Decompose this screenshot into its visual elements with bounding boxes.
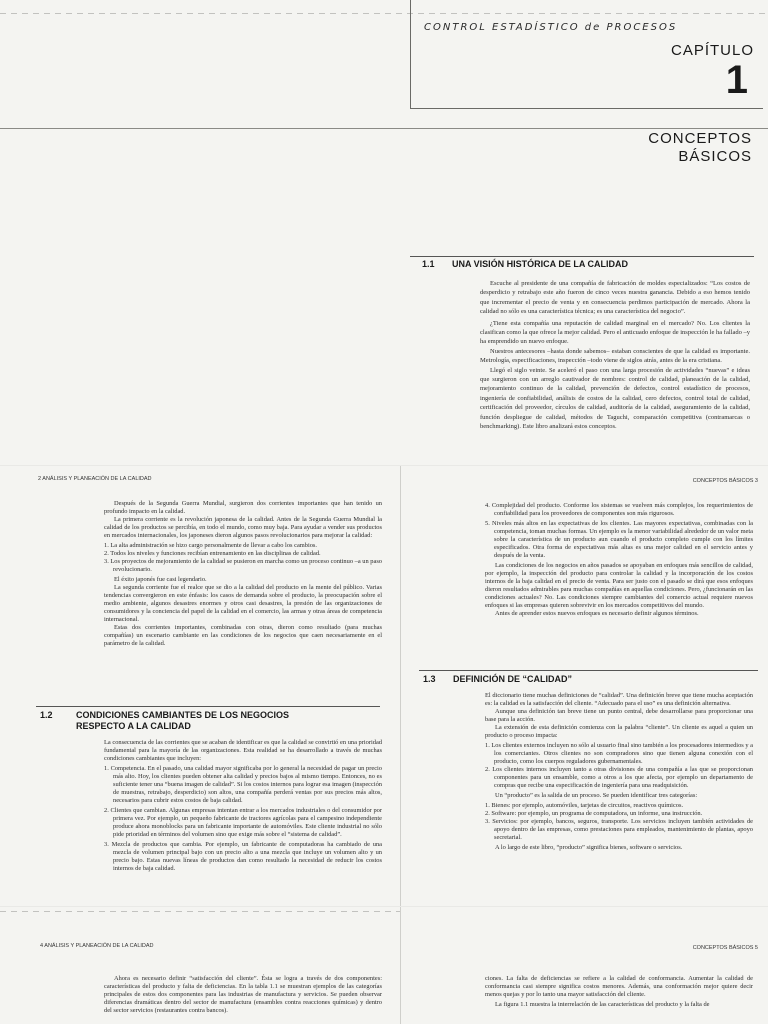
page-3 (401, 466, 768, 906)
list-item: 2. Todos los niveles y funciones recibían entrenamiento en las disciplinas de calidad. (104, 550, 321, 557)
paragraph: Antes de aprender estos nuevos enfoques es necesario definir algunos términos. (495, 610, 699, 617)
paragraph: La primera corriente es la revolución japonesa de la calidad. Antes de la Segunda Guerra Mundial la calidad de los productos se percibía, en todo el mundo, como muy baja. Para ayudar a vender sus productos en mercados internacionales, los japoneses dieron algunos pasos revolucionarios para mejorar la calidad: (104, 516, 382, 539)
section-heading-1-2 (40, 710, 289, 732)
chapter-title-line2: BÁSICOS (678, 148, 752, 165)
section-title-line1: CONDICIONES CAMBIANTES DE LOS NEGOCIOS (76, 710, 290, 720)
intro-body (104, 500, 382, 648)
page-2 (0, 466, 401, 906)
section-heading-1-1 (422, 259, 628, 269)
list-item: 2. Clientes que cambian. Algunas empresas intentan entrar a los mercados industriales o del consumidor por primera vez. Por ejemplo, un pequeño fabricante de tractores agrícolas para el campesino independiente produce ahora monoblocks para un fabricante importante de automóviles. Este cliente industrial no sólo pide prioridad en términos del volumen sino que exige más sobre el “sistema de calidad”. (104, 807, 382, 838)
list-item: 3. Los proyectos de mejoramiento de la calidad se pusieron en marcha como un proceso continuo –a un paso revolucionario. (104, 558, 382, 573)
list-item: 5. Niveles más altos en las expectativas de los clientes. Las mayores expectativas, combinadas con la competencia, toman muchas formas. Un ejemplo es la menor variabilidad alrededor de un valor meta sobre la característica de un producto aun cuando el producto completo cumple con los límites especificados. Otra forma de expectativas más altas es una mejor calidad en el servicio antes y después de la venta. (485, 520, 753, 559)
list-item: 2. Software: por ejemplo, un programa de computadora, un informe, una instrucción. (485, 810, 703, 817)
paragraph: ¿Tiene esta compañía una reputación de calidad marginal en el mercado? No. Los clientes la clasifican como la que ofrece la mejor calidad. Pero el anticuado enfoque de inspección le ha fallado –y ha emprendido un nuevo enfoque. (480, 319, 750, 346)
section-number: 1.2 (40, 710, 53, 720)
section-rule (36, 706, 380, 707)
paragraph: La figura 1.1 muestra la interrelación de las características del producto y la falta de (495, 1001, 710, 1008)
paragraph: La segunda corriente fue el realce que se dio a la calidad del producto en la mente del público. Varias tendencias convergieron en este énfasis: los casos de demanda sobre el producto, la preocupación sobre el medio ambiente, algunos desastres enormes y otros casi desastres, la presión de las organizaciones de consumidores y la conciencia del papel de la calidad en el comercio, las armas y otras áreas de competencia internacional. (104, 584, 382, 623)
section-body (104, 739, 382, 873)
section-body (480, 279, 750, 432)
section-rule (410, 256, 754, 257)
section-heading-1-3 (423, 674, 572, 684)
paragraph: Ahora es necesario definir “satisfacción del cliente”. Ésta se logra a través de dos componentes: características del producto y falta de deficiencias. En la tabla 1.1 se muestran ejemplos de las categorías principales de estos dos componentes para las industrias de manufactura y servicios. Se pueden observar diferencias dramáticas dentro del sector de manufactura (ensambles contra reacciones químicas) y dentro del sector servicios (restaurantes contra bancos). (104, 975, 382, 1014)
section-title: DEFINICIÓN DE “CALIDAD” (453, 674, 572, 684)
handwritten-note: CONTROL ESTADÍSTICO de PROCESOS (424, 22, 678, 33)
paragraph: La consecuencia de las corrientes que se acaban de identificar es que la calidad se convirtió en una prioridad fundamental para la mayoría de las organizaciones. Esta realidad se ha desarrollado a través de muchas condiciones cambiantes que incluyen: (104, 739, 382, 762)
scan-artifact (0, 911, 400, 912)
paragraph: El éxito japonés fue casi legendario. (114, 576, 207, 583)
list-item: 3. Servicios: por ejemplo, bancos, seguros, transporte. Los servicios incluyen también actividades de apoyo dentro de las empresas, como prestaciones para empleados, mantenimiento de plantas, apoyo secretarial. (485, 818, 753, 841)
paragraph: Escuche al presidente de una compañía de fabricación de moldes especializados: “Los costos de desperdicio y retrabajo este año fueron de cinco veces nuestra ganancia. Debido a eso hemos tenido que incrementar el precio de venta y en consecuencia perdimos participación de mercado. Ahora la calidad no sólo es una característica técnica; es una característica del negocio”. (480, 280, 750, 316)
paragraph: Estas dos corrientes importantes, combinadas con otras, dieron como resultado (para muchas compañías) un escenario cambiante en las condiciones de los negocios que caen necesariamente en el parámetro de la calidad. (104, 624, 382, 647)
list-item: 1. Los clientes externos incluyen no sólo al usuario final sino también a los procesadores intermedios y a los comerciantes. Otros clientes no son compradores sino que tienen alguna conexión con el producto, como los cuerpos reguladores gubernamentales. (485, 742, 753, 765)
chapter-label: CAPÍTULO (670, 42, 754, 59)
section-number: 1.1 (422, 259, 435, 269)
paragraph: A lo largo de este libro, “producto” significa bienes, software o servicios. (495, 844, 683, 851)
section-rule (419, 670, 758, 671)
running-header: CONCEPTOS BÁSICOS 5 (692, 945, 758, 951)
paragraph: Aunque una definición tan breve tiene un punto central, debe desarrollarse para proporcionar una base para la acción. (485, 708, 753, 723)
running-header: 4 ANÁLISIS Y PLANEACIÓN DE LA CALIDAD (40, 943, 154, 949)
section-body (104, 975, 382, 1015)
list-item: 2. Los clientes internos incluyen tanto a otras divisiones de una compañía a las que se proporcionan componentes para un ensamble, como a otros a los que afecta, por ejemplo un departamento de compras que recibe una especificación de ingeniería para una readquisición. (485, 766, 753, 789)
section-body (485, 975, 753, 1009)
paragraph: Después de la Segunda Guerra Mundial, surgieron dos corrientes importantes que han tenido un profundo impacto en la calidad. (104, 500, 382, 515)
list-item: 1. La alta administración se hizo cargo personalmente de llevar a cabo los cambios. (104, 542, 318, 549)
paragraph: Un “producto” es la salida de un proceso. Se pueden identificar tres categorías: (495, 792, 698, 799)
paragraph: Llegó el siglo veinte. Se aceleró el paso con una larga procesión de actividades “nuevas” e ideas que surgieron con un arreglo cautivador de nombres: control de calidad, planeación de la calidad, mejoramiento continuo de la calidad, prevención de defectos, control estadístico de procesos, ingeniería de confiabilidad, análisis de costos de la calidad, cero defectos, control total de calidad, certificación del proveedor, círculos de calidad, auditoría de la calidad, aseguramiento de la calidad, función despliegue de calidad, métodos de Taguchi, comparación competitiva (contramarcas o benchmarking). Este libro analizará estos conceptos. (480, 366, 750, 431)
chapter-title-line1: CONCEPTOS (648, 130, 752, 147)
list-item: 4. Complejidad del producto. Conforme los sistemas se vuelven más complejos, los requerimientos de confiabilidad para los proveedores de componentes son más rigurosos. (485, 502, 753, 517)
list-item: 1. Competencia. En el pasado, una calidad mayor significaba por lo general la necesidad de pagar un precio más alto. Hoy, los clientes pueden obtener alta calidad y precios bajos al mismo tiempo. Entonces, no es suficiente tener una “buena imagen de calidad”. Si los costos internos para lograr esa imagen (inspección de muestras, retrabajo, desperdicio) son altos, una compañía perderá ventas por sus precios más altos, necesarios para cubrir estos costos de baja calidad. (104, 765, 382, 804)
paragraph: ciones. La falta de deficiencias se refiere a la calidad de conformancia. Aumentar la calidad de conformancia casi siempre significa costos menores. Además, una conformación mejor quiere decir menos quejas y por lo tanto una mayor satisfacción del cliente. (485, 975, 753, 998)
section-body (485, 692, 753, 852)
chapter-number: 1 (725, 58, 748, 102)
list-item: 1. Bienes: por ejemplo, automóviles, tarjetas de circuitos, reactivos químicos. (485, 802, 684, 809)
section-title: UNA VISIÓN HISTÓRICA DE LA CALIDAD (452, 259, 629, 269)
running-header: 2 ANÁLISIS Y PLANEACIÓN DE LA CALIDAD (38, 476, 152, 482)
divider (0, 128, 768, 129)
section-title-line2: RESPECTO A LA CALIDAD (76, 721, 191, 731)
page-5 (401, 907, 768, 1024)
running-header: CONCEPTOS BÁSICOS 3 (692, 478, 758, 484)
paragraph: El diccionario tiene muchas definiciones de “calidad”. Una definición breve que tiene mucha aceptación es: la calidad es la satisfacción del cliente. “Adecuado para el uso” es una definición alternativa. (485, 692, 753, 707)
list-body (485, 502, 753, 618)
paragraph: La extensión de esta definición comienza con la palabra “cliente”. Un cliente es aquel a quien un producto o proceso impacta: (485, 724, 753, 739)
page-1 (0, 0, 768, 465)
paragraph: Las condiciones de los negocios en años pasados se apoyaban en enfoques más sencillos de calidad, por ejemplo, la inspección del producto para controlar la calidad y la incorporación de los costos internos de la baja calidad en el precio de venta. Para ser justo con el pasado se dirá que esos enfoques dieron resultados admirables para muchas compañías en aquellas condiciones. Pero, ¿funcionarán en las condiciones actuales? No. Las condiciones siempre cambiantes del comercio actual requiere nuevos enfoques si las empresas quieren sobrevivir en los mercados competitivos del mundo. (485, 562, 753, 609)
list-item: 3. Mezcla de productos que cambia. Por ejemplo, un fabricante de computadoras ha cambiado de una mezcla de volumen principal bajo con un precio alto a una mezcla que incluye un volumen alto y un precio bajo. Estas nuevas líneas de productos dan como resultado la necesidad de reducir los costos internos de baja calidad. (104, 841, 382, 872)
paragraph: Nuestros antecesores –hasta donde sabemos– estaban conscientes de que la calidad es importante. Metrología, especificaciones, inspección –todo viene de siglos atrás, antes de la era cristiana. (480, 347, 750, 365)
section-number: 1.3 (423, 674, 436, 684)
chapter-title (648, 130, 752, 166)
page-4 (0, 907, 401, 1024)
